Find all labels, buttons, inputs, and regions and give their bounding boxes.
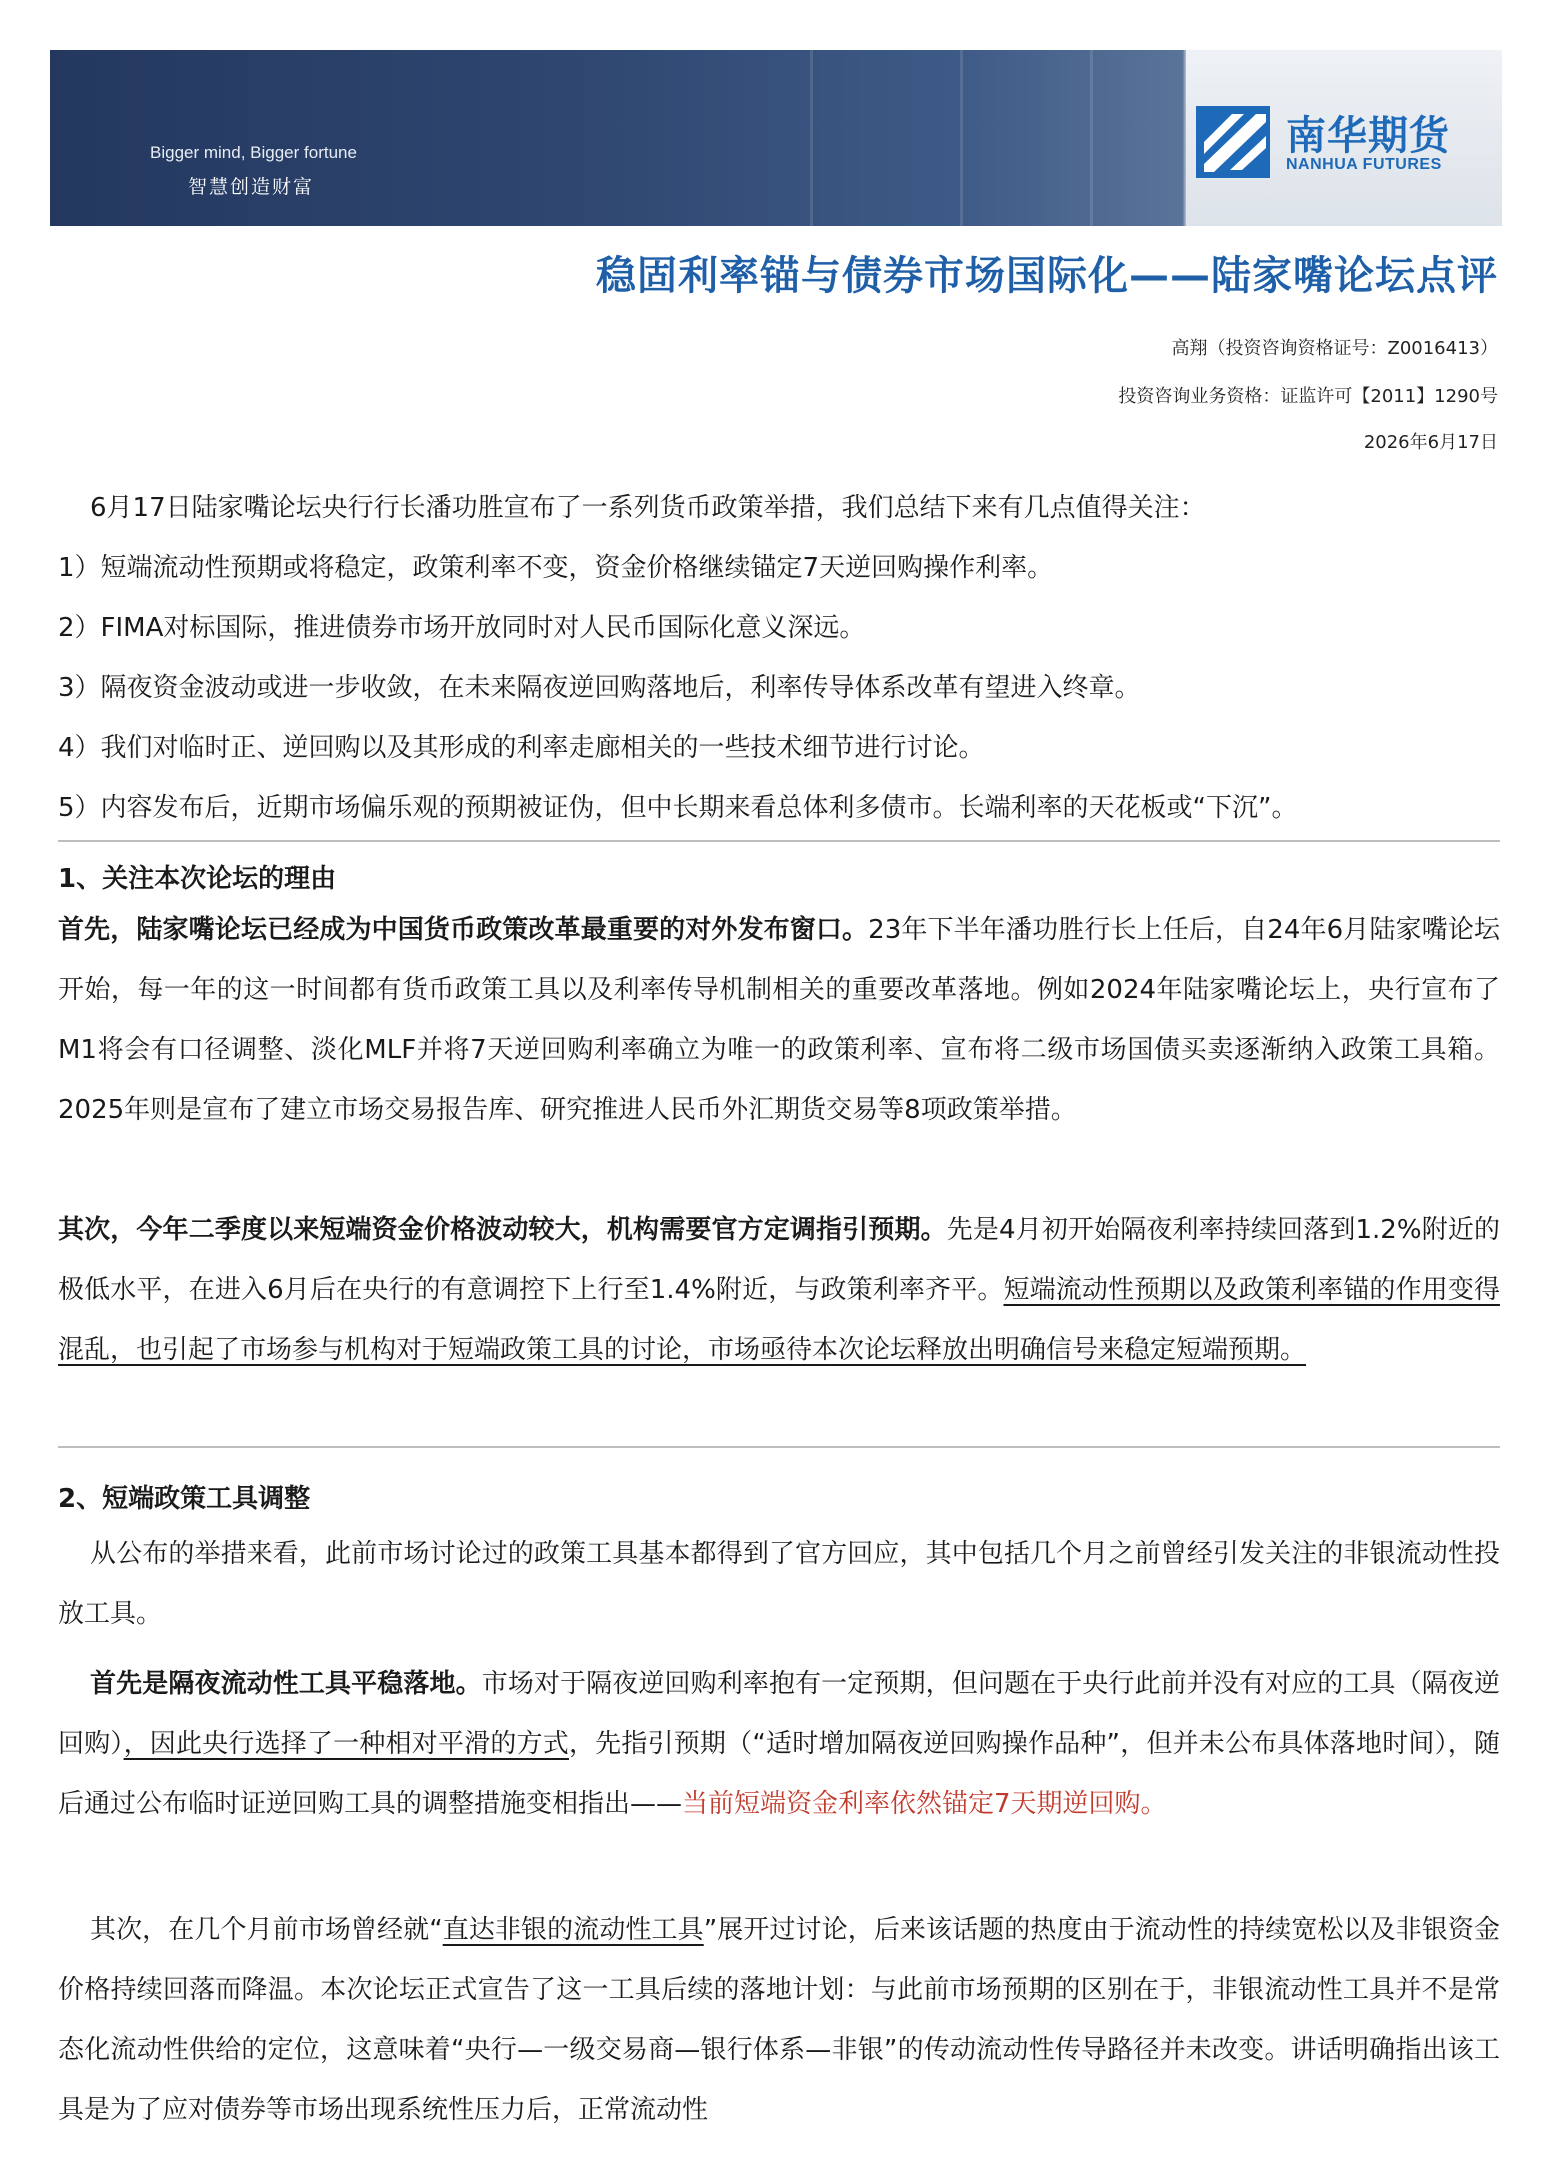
divider: [58, 840, 1500, 842]
divider: [58, 1446, 1500, 1448]
section2-paragraph-1: 从公布的举措来看，此前市场讨论过的政策工具基本都得到了官方回应，其中包括几个月之前曾经引发关注的非银流动性投放工具。: [58, 1539, 1500, 1629]
nanhua-logo-icon: [1194, 102, 1276, 182]
summary-intro: 6月17日陆家嘴论坛央行行长潘功胜宣布了一系列货币政策举措，我们总结下来有几点值得关注：: [90, 493, 1206, 523]
highlighted-text: 当前短端资金利率依然锚定7天期逆回购。: [682, 1789, 1167, 1819]
section1-paragraph-2: [58, 1200, 1500, 1380]
company-logo: [1194, 102, 1486, 182]
section-heading: 2、短端政策工具调整: [58, 1484, 311, 1514]
paragraph-text: 市场对于隔夜逆回购利率抱有一定预期，但问题在于央行此前并没有对应的工具（隔夜逆回购）: [58, 1669, 1500, 1759]
paragraph-text: 其次，在几个月前市场曾经就“: [90, 1915, 443, 1945]
paragraph-text: ，先指引预期（“适时增加隔夜逆回购操作品种”，但并未公布具体落地时间），随后通过公布临时证逆回购工具的调整措施变相指出——: [58, 1729, 1500, 1819]
slogan-en: Bigger mind, Bigger fortune: [150, 143, 357, 162]
section-heading: 1、关注本次论坛的理由: [58, 864, 337, 894]
underlined-text: ，因此央行选择了一种相对平滑的方式: [123, 1729, 569, 1759]
banner-stripe: [810, 50, 813, 226]
summary-point: 5）内容发布后，近期市场偏乐观的预期被证伪，但中长期来看总体利多债市。长端利率的天花板或“下沉”。: [58, 793, 1298, 823]
banner-stripe: [960, 50, 963, 226]
section2-paragraph-3: [58, 1900, 1500, 2140]
bold-lead: 首先，陆家嘴论坛已经成为中国货币政策改革最重要的对外发布窗口。: [58, 915, 869, 945]
slogan-cn: 智慧创造财富: [188, 176, 315, 198]
paragraph-text: 23年下半年潘功胜行长上任后，自24年6月陆家嘴论坛开始，每一年的这一时间都有货币政策工具以及利率传导机制相关的重要改革落地。例如2024年陆家嘴论坛上，央行宣布了M1将会有口径调整、淡化MLF并将7天逆回购利率确立为唯一的政策利率、宣布将二级市场国债买卖逐渐纳入政策工具箱。2025年则是宣布了建立市场交易报告库、研究推进人民币外汇期货交易等8项政策举措。: [58, 915, 1500, 1125]
report-date: 2026年6月17日: [1363, 432, 1498, 453]
underlined-text: 短端流动性预期以及政策利率锚的作用变得混乱，也引起了市场参与机构对于短端政策工具的讨论，市场亟待本次论坛释放出明确信号来稳定短端预期。: [58, 1275, 1500, 1365]
paragraph-text: ”展开过讨论，后来该话题的热度由于流动性的持续宽松以及非银资金价格持续回落而降温。本次论坛正式宣告了这一工具后续的落地计划：与此前市场预期的区别在于，非银流动性工具并不是常态化流动性供给的定位，这意味着“央行—一级交易商—银行体系—非银”的传动流动性传导路径并未改变。讲话明确指出该工具是为了应对债券等市场出现系统性压力后，正常流动性: [58, 1915, 1500, 2125]
bold-lead: 其次，今年二季度以来短端资金价格波动较大，机构需要官方定调指引预期。: [58, 1215, 947, 1245]
summary-point: 4）我们对临时正、逆回购以及其形成的利率走廊相关的一些技术细节进行讨论。: [58, 733, 985, 763]
bold-lead: 首先是隔夜流动性工具平稳落地。: [90, 1669, 482, 1699]
license-line: 投资咨询业务资格：证监许可【2011】1290号: [1118, 386, 1498, 407]
logo-text-cn: 南华期货: [1286, 113, 1450, 159]
section1-paragraph-1: [58, 900, 1500, 1140]
summary-point: 3）隔夜资金波动或进一步收敛，在未来隔夜逆回购落地后，利率传导体系改革有望进入终章。: [58, 673, 1141, 703]
header-banner: [50, 50, 1502, 226]
section2-paragraph-2: [58, 1654, 1500, 1834]
author-line: 高翔（投资咨询资格证号：Z0016413）: [1171, 338, 1498, 359]
summary-point: 1）短端流动性预期或将稳定，政策利率不变，资金价格继续锚定7天逆回购操作利率。: [58, 553, 1054, 583]
paragraph-text: 先是4月初开始隔夜利率持续回落到1.2%附近的极低水平，在进入6月后在央行的有意调控下上行至1.4%附近，与政策利率齐平。: [58, 1215, 1500, 1305]
summary-point: 2）FIMA对标国际，推进债券市场开放同时对人民币国际化意义深远。: [58, 613, 866, 643]
banner-stripe: [1090, 50, 1093, 226]
underlined-text: 直达非银的流动性工具: [442, 1915, 704, 1945]
report-title: 稳固利率锚与债券市场国际化——陆家嘴论坛点评: [596, 253, 1498, 299]
logo-text-en: NANHUA FUTURES: [1286, 156, 1442, 173]
